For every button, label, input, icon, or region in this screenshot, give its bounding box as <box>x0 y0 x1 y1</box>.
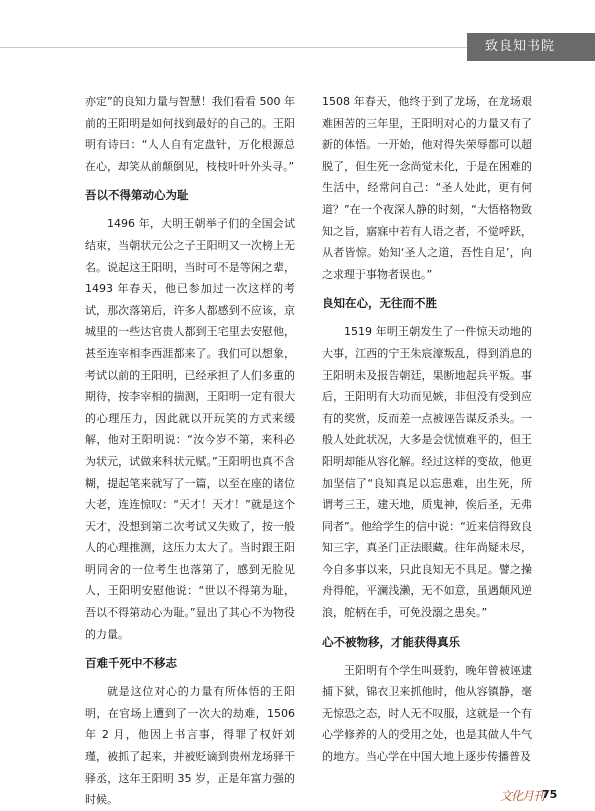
magazine-logo: 文化月刊 <box>500 789 545 803</box>
paragraph: 王阳明有个学生叫聂豹，晚年曾被诬逮捕下狱，锦衣卫来抓他时，他从容镇静，毫无惊恐之态，时人无不叹服，这就是一个有心学修养的人的受用之处，也是其做人牛气的地方。当心学在中国大地上逐步传播普及 <box>322 663 532 764</box>
paragraph: 亦定”的良知力量与智慧！我们看看 500 年前的王阳明是如何找到最好的自己的。王阳明有诗曰：“人人自有定盘针，万化根源总在心，却笑从前颠倒见，枝枝叶叶外头寻。” <box>85 95 295 173</box>
section-heading: 心不被物移，才能获得真乐 <box>322 634 460 649</box>
paragraph: 1508 年春天，他终于到了龙场，在龙场艰难困苦的三年里，王阳明对心的力量又有了新的体悟。一开始，他对得失荣辱都可以超脱了，但生死一念尚觉未化，于是在困难的生活中，经常问自己：“圣人处此，更有何道？”在一个夜深人静的时刻，“大悟格物致知之旨，寤寐中若有人语之者，不觉呼跃，从者皆惊。始知‘圣人之道，吾性自足’，向之求理于事物者误也。” <box>322 95 532 281</box>
section-heading: 吾以不得第动心为耻 <box>85 188 189 203</box>
paragraph: 1496 年，大明王朝举子们的全国会试结束，当朝状元公之子王阳明又一次榜上无名。说起这王阳明，当时可不是等闲之辈，1493 年春天，他已参加过一次这样的考试，那次落第后，许多人都感到不应该，京城里的一些达官贵人都到王宅里去安慰他，甚至连宰相李西涯都来了。我们可以想象，考试以前的王阳明，已经承担了人们多重的期待，按李宰相的揣测，王阳明一定有很大的心理压力，因此就以开玩笑的方式来缓解，他对王阳明说：“汝今岁不第，来科必为状元，试做来科状元赋。”王阳明也真不含糊，提起笔来就写了一篇，以至在座的诸位大老，连连惊叹：“天才！天才！”就是这个天才，没想到第二次考试又失败了，按一般人的心理推测，这压力太大了。当时跟王阳明同舍的一位考生也落第了，感到无脸见人，王阳明安慰他说：“世以不得第为耻，吾以不得第动心为耻。”显出了其心不为物役的力量。 <box>85 217 295 641</box>
section-heading: 良知在心，无往而不胜 <box>322 296 437 311</box>
paragraph: 1519 年明王朝发生了一件惊天动地的大事，江西的宁王朱宸濠叛乱，得到消息的王阳明未及报告朝廷，果断地起兵平叛。事后，王阳明有大功而见嫉，非但没有受到应有的奖赏，反而差一点被诬告谋反杀头。一般人处此状况，大多是会忧愤难平的，但王阳明却能从容化解。经过这样的变故，他更加坚信了“良知真足以忘患难，出生死，所谓考三王，建天地，质鬼神，俟后圣，无弗同者”。他给学生的信中说：“近来信得致良知三字，真圣门正法眼藏。往年尚疑未尽，今自多事以来，只此良知无不具足。譬之操舟得舵，平澜浅濑，无不如意，虽遇颠风逆浪，舵柄在手，可免没溺之患矣。” <box>322 325 532 620</box>
left-column <box>85 91 295 811</box>
section-heading: 百难千死中不移志 <box>85 656 177 671</box>
paragraph: 就是这位对心的力量有所体悟的王阳明，在官场上遭到了一次大的劫难，1506 年 2 月，他因上书言事，得罪了权奸刘瑾，被抓了起来，并被贬谪到贵州龙场驿干驿丞，这年王阳明 35 岁，正是年富力强的时候。 <box>85 685 295 807</box>
section-tag: 致良知书院 <box>467 33 595 61</box>
right-column <box>322 91 532 768</box>
page-number: 75 <box>542 788 558 801</box>
